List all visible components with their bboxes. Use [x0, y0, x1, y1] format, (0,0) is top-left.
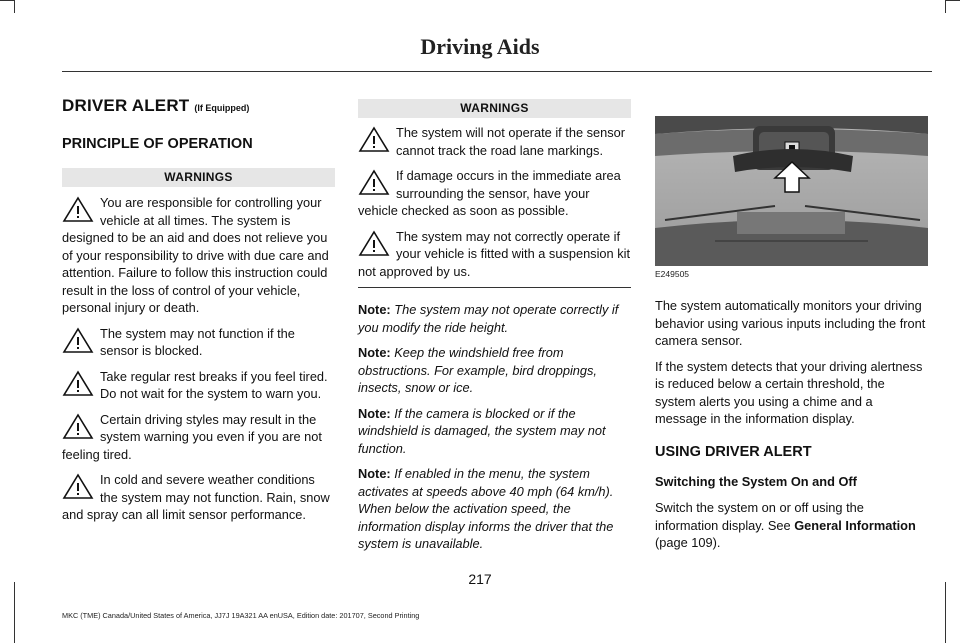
switching-heading: Switching the System On and Off	[655, 473, 857, 489]
body-paragraph: If the system detects that your driving alertness is reduced below a certain threshold, the system alerts you using a chime and a message in the information display.	[655, 358, 923, 426]
header-rule	[62, 71, 932, 72]
section-heading: DRIVER ALERT (If Equipped)	[62, 96, 250, 115]
warnings-header: WARNINGS	[358, 99, 631, 118]
image-code: E249505	[655, 269, 690, 279]
page-header-title: Driving Aids	[420, 34, 540, 59]
body-paragraph: The system automatically monitors your driving behavior using various inputs including the front camera sensor.	[655, 298, 926, 348]
warning-item: You are responsible for controlling your vehicle at all times. The system is designed to be an aid and does not relieve you of your responsibility to drive with due care and attention. Failure to follow this instruction could result in the loss of control of your vehicle, personal injury or death.	[62, 195, 329, 315]
footer-text: MKC (TME) Canada/United States of America, JJ7J 19A321 AA enUSA, Edition date: 201707, Second Printing	[62, 611, 420, 620]
crop-mark	[946, 0, 960, 1]
crop-mark	[14, 0, 15, 13]
principle-heading: PRINCIPLE OF OPERATION	[62, 136, 253, 152]
note: Note: If the camera is blocked or if the windshield is damaged, the system may not function.	[358, 405, 606, 456]
warning-triangle-icon	[358, 168, 390, 196]
windshield-camera-image	[655, 116, 928, 266]
warning-item: If damage occurs in the immediate area surrounding the sensor, have your vehicle checked as soon as possible.	[358, 168, 621, 218]
warning-item: In cold and severe weather conditions the system may not function. Rain, snow and spray can all limit sensor performance.	[62, 472, 330, 522]
warning-triangle-icon	[62, 412, 94, 440]
middle-column	[358, 99, 631, 553]
general-information-link[interactable]: General Information	[794, 517, 916, 533]
windshield-camera-illustration	[655, 116, 928, 266]
warning-triangle-icon	[358, 229, 390, 257]
warnings-end-rule	[358, 287, 631, 288]
crop-mark	[945, 582, 946, 643]
warnings-header: WARNINGS	[62, 168, 335, 187]
warning-triangle-icon	[62, 369, 94, 397]
warning-triangle-icon	[358, 125, 390, 153]
crop-mark	[945, 0, 946, 13]
warning-item: The system may not correctly operate if your vehicle is fitted with a suspension kit not approved by us.	[358, 228, 631, 279]
right-column	[655, 116, 928, 552]
note: Note: The system may not operate correctly if you modify the ride height.	[358, 302, 619, 335]
note: Note: Keep the windshield free from obstructions. For example, bird droppings, insects, snow or ice.	[358, 345, 597, 395]
crop-mark	[14, 582, 15, 643]
warning-item: Take regular rest breaks if you feel tired. Do not wait for the system to warn you.	[62, 368, 335, 403]
warning-triangle-icon	[62, 326, 94, 354]
warning-item: Certain driving styles may result in the system warning you even if you are not feeling tired.	[62, 411, 322, 462]
warning-triangle-icon	[62, 472, 94, 500]
warning-item: The system will not operate if the sensor cannot track the road lane markings.	[358, 124, 631, 159]
page-number: 217	[468, 571, 492, 587]
warning-item: The system may not function if the sensor is blocked.	[62, 325, 335, 360]
note: Note: If enabled in the menu, the system activates at speeds above 40 mph (64 km/h). When below the activation speed, the information display informs the driver that the system is unavailable.	[358, 466, 614, 551]
crop-mark	[0, 0, 14, 1]
warning-triangle-icon	[62, 195, 94, 223]
left-column	[62, 96, 335, 524]
if-equipped-label: (If Equipped)	[194, 103, 250, 113]
body-paragraph: Switch the system on or off using the information display. See General Information (page 109).	[655, 500, 916, 550]
using-heading: USING DRIVER ALERT	[655, 443, 812, 460]
